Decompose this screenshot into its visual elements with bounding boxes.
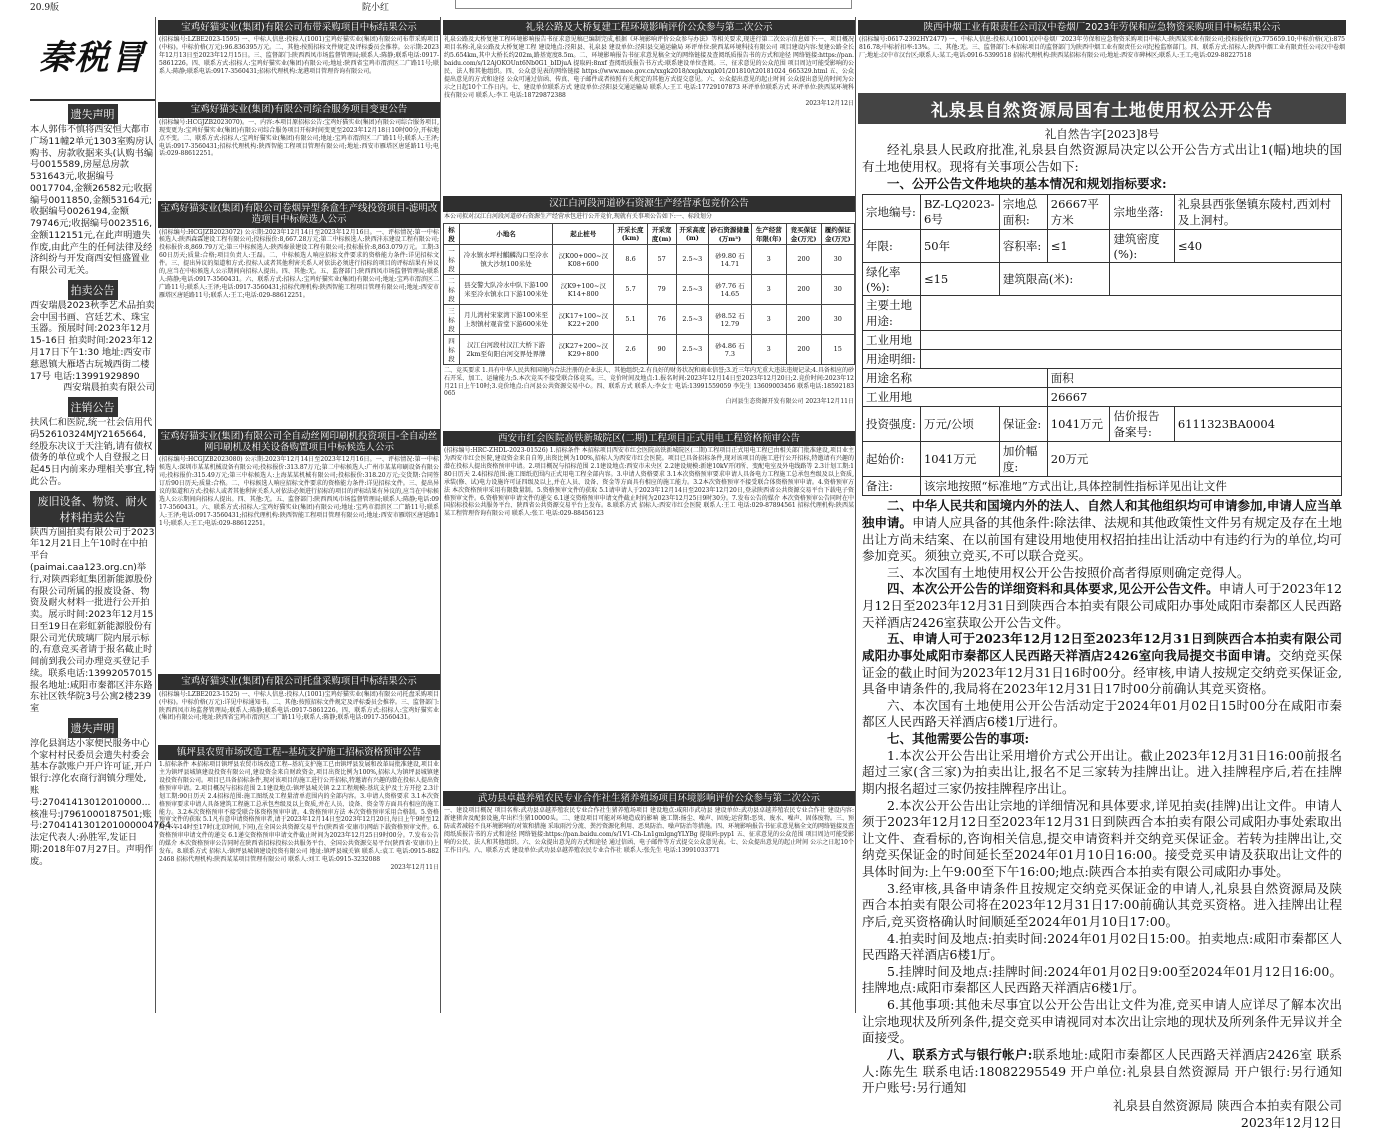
notice-body: 一、建设项目概况 项目名称:武功县卓越养殖农民专业合作社生猪养殖场项目 建设地点:咸阳市武功县 建设单位:武功县卓越养殖农民专业合作社 建设内容:新建猪舍及配套设施,年出栏生猪10000头。二、建设项目可能对环境造成的影响 施工期:扬尘、噪声、固废;运营期:恶臭、废水、噪声、固体废物。三、预防或者减轻不良环境影响的对策和措施 采取雨污分流、粪污资源化利用、恶臭防治、噪声防治等措施。四、环境影响报告书征求意见稿全文的网络链接及查阅纸质报告书的方式和途径 网络链接:https://pan.baidu.com/s/1V1-Ch-Ln1gmlgngYLYBg 提取码:pyp1 五、征求意见的公众范围 项目周边可能受影响的公民、法人和其他组织。六、公众提出意见的方式和途径 通过信函、电子邮件等方式提交公众意见表。七、公众提出意见的起止时间 公示之日起10个工作日内。八、联系方式 建设单位:武功县卓越养殖农民专业合作社 联系人:张先生 电话:13991033771 <box>444 807 854 854</box>
notice-paragraph <box>862 964 1342 997</box>
notice-body <box>158 690 440 742</box>
sand-bid-table <box>443 223 855 365</box>
table-header: 生产经营年限(年) <box>751 223 786 244</box>
table-cell: 30 <box>821 304 854 334</box>
notice-paragraph <box>862 748 1342 798</box>
notice-title: 宝鸡好猫实业(集团)有限公司布带采购项目中标结果公示 <box>158 20 440 35</box>
notice-title: 武功县卓越养殖农民专业合作社生猪养殖场项目环境影响评价公众参与第二次公示 <box>443 791 855 806</box>
table-cell: 2.5~3 <box>676 274 708 304</box>
notice-paragraph <box>862 1047 1342 1097</box>
table-cell: 30 <box>821 244 854 274</box>
table-cell: 砂7.76 石14.65 <box>709 274 752 304</box>
notice-body <box>158 228 440 426</box>
table-cell: 8.6 <box>614 244 647 274</box>
table-cell: 57 <box>647 244 676 274</box>
notice-title: 宝鸡好猫实业(集团)有限公司综合服务项目变更公告 <box>158 102 440 117</box>
table-header: 标段 <box>444 223 460 244</box>
section-heading: 遗失声明 <box>68 104 118 124</box>
table-cell: 汉K00+000~汉K08+600 <box>553 244 614 274</box>
column-tenders-left <box>158 17 441 1013</box>
section-heading: 废旧设备、物资、耐火材料拍卖公告 <box>30 491 155 527</box>
table-cell: 砂4.86 石7.3 <box>709 334 752 364</box>
table-cell: 汉K9+100~汉K14+800 <box>553 274 614 304</box>
table-cell: 200 <box>786 244 821 274</box>
land-notice-title: 礼泉县自然资源局国有土地使用权公开公告 <box>858 93 1346 124</box>
table-row <box>444 244 855 274</box>
notice-text: (招标编号:HCGJZB2023070)。一、内容:本项目原招标公告:宝鸡好猫实业(集团)有限公司综合服务项目,现变更为:宝鸡好猫实业(集团)有限公司综合服务项目开标时间变更至2023年12月18日10时00分,开标地点不变。二、联系方式:招标人:宝鸡好猫实业(集团)有限公司;地址:宝鸡市渭滨区二广路11号;联系人:王泽;电话:0917-3560431;招标代理机构:陕西智能工程项目管理有限公司;地址:西安市雁塔区唐延路11号;电话:029-88612251。 <box>159 118 439 158</box>
paragraph-text: 申请人可于2023年12月12日至2023年12月31日到陕西合本拍卖有限公司咸阳办事处咸阳市秦都区人民西路天祥酒店2426室获取公开公告文件。 <box>862 581 1343 630</box>
table-header: 开采宽度(m) <box>647 223 676 244</box>
notice-paragraph <box>862 498 1342 565</box>
notice-text: (招标编号:HCGJZB2023080) 公示期:2023年12月14日至2023年12月16日。一、评标情况:第一中标候选人:深圳市某某机械设备有限公司;投标报价:313.87万元;第二中标候选人:广州市某某印刷设备有限公司;投标报价:315.49万元;第三中标候选人:上海某某机械有限公司;投标报价:318.20万元;交货期:合同签订后90日历天;质量:合格。二、中标候选人响应招标文件要求的资格能力条件:详见招标文件。三、提出异议的渠道和方式:投标人或者其他利害关系人对依法必须进行招标的项目的评标结果有异议的,应当在中标候选人公示期间向招标人提出。四、其他:无。五、监督部门:陕西西凤市场监督管理局;联系人:陈静;电话:0917-3560431。六、联系方式:招标人:宝鸡好猫实业(集团)有限公司;地址:宝鸡市渭滨区二广路11号;联系人:王泽;电话:0917-3560431;招标代理机构:陕西智能工程项目管理有限公司;地址:西安市雁塔区唐延路11号;联系人:王工;电话:029-88612251。 <box>159 456 439 527</box>
land-notice-intro: 经礼泉县人民政府批准,礼泉县自然资源局决定以公开公告方式出让1(幅)地块的国有土地使用权。现将有关事项公告如下: 一、公开公告文件地块的基本情况和规划指标要求: <box>862 142 1342 191</box>
paragraph-heading: 四、本次公开公告的详细资料和具体要求,见公开公告文件。 <box>887 581 1219 597</box>
top-frame-decoration <box>455 0 852 9</box>
notice-text: (招标编号:LZBE2023-1525) 一、中标人信息:投标人(1001)宝鸡好猫实业(集团)有限公司托盘采购项目(中标)。中标价格(万元):详见中标通知书。二、其他:按照招标文件规定及评标委员会推荐。三、监督部门:陕西西凤市场监督管理局;联系人:陈静;联系电话:0917-5861226。四、联系方式:招标人:宝鸡好猫实业(集团)有限公司;地址:陕西省宝鸡市渭滨区二广路11号;联系人:陈静;联系电话:0917-3560431。 <box>159 690 439 722</box>
section-heading: 注销公告 <box>68 397 118 417</box>
table-cell: 汉江白河段村汉江大桥下游2km至旬阳白河交界处界牌 <box>459 334 552 364</box>
notice-intro: 本公司拟对汉江白河段河道砂石资源生产经营承包进行公开竞价,现就有关事项公告如下:一、标段划分 <box>444 212 712 220</box>
section-heading-wrap <box>30 394 155 417</box>
table-cell: 2.5~3 <box>676 334 708 364</box>
newspaper-logo: 秦税冒 <box>30 17 155 101</box>
notice-title: 礼泉公路及大桥复建工程环境影响评价公众参与第二次公示 <box>443 20 855 35</box>
table-cell: 四标段 <box>444 334 460 364</box>
table-cell: 汉K27+200~汉K29+800 <box>553 334 614 364</box>
paragraph-text: 5.挂牌时间及地点:挂牌时间:2024年01月02日9:00至2024年01月12日16:00。挂牌地点:咸阳市秦都区人民西路天祥酒店6楼1厅。 <box>862 963 1342 996</box>
paragraph-text: 三、本次国有土地使用权公开公告按照价高者得原则确定竞得人。 <box>887 564 1250 580</box>
table-cell: 月儿湾村宋家湾下游100米至上坝镇村观音堂下游600米处 <box>459 304 552 334</box>
notice-paragraph <box>862 798 1342 881</box>
notice-paragraph <box>862 881 1342 931</box>
page-info: 20.9版 <box>30 3 60 13</box>
notice-paragraph <box>862 631 1342 698</box>
notice-date: 2023年12月11日 <box>390 863 439 871</box>
notice-paragraph <box>862 931 1342 964</box>
table-cell: 200 <box>786 334 821 364</box>
section-heading-wrap <box>30 715 155 738</box>
section-heading-wrap <box>30 488 155 527</box>
section-body: 本人郭伟不慎将西安恒大都市广场11幢2单元1303室购房认购书、房款收据来头(认购书编号0015589,房屋总房款531643元,收据编号0017704,金额26582元;收据编号0011850,金额53164元;收据编号0026194,金额79746元;收据编号0023516,金额112151元,在此声明遗失作废,由此产生的任何法律及经济纠纷与开发商西安恒盛置业有限公司无关。 <box>30 124 154 277</box>
notice-text: (招标编号:HCGJZB2023072) 公示期:2023年12月14日至2023年12月16日。一、评标情况:第一中标候选人:陕西森霖建设工程有限公司;投标报价:8,667.28万元;第二中标候选人:陕西沣东建设工程有限公司;投标报价:8,869.79万元;第三中标候选人:陕西秦景建设工程有限公司;投标报价:8,863.079万元。工期:360日历天;质量:合格;项目负责人:王磊。二、中标候选人响应招标文件要求的资格能力条件:详见招标文件。三、提出异议的渠道和方式:投标人或者其他利害关系人对依法必须进行招标的项目的评标结果有异议的,应当在中标候选人公示期间向招标人提出。四、其他:无。五、监督部门:陕西西凤市场监督管理局;联系人:陈静;电话:0917-3560431。六、联系方式:招标人:宝鸡好猫实业(集团)有限公司;地址:宝鸡市渭滨区二广路11号;联系人:王泽;电话:0917-3560431;招标代理机构:陕西智能工程项目管理有限公司;地址:西安市雁塔区唐延路11号;联系人:王工;电话:029-88612251。 <box>159 228 439 299</box>
notice-paragraph <box>862 698 1342 731</box>
notice-body: 礼泉公路及大桥复建工程环境影响报告书征求意见稿已编制完成,根据《环境影响评价公众参与办法》等相关要求,现进行第二次公示信息如下:一、项目概况 项目名称:礼泉公路及大桥复建工程 建设地点:泾阳县、礼泉县 建设单位:泾阳县交通运输局 环评单位:陕西某环境科技有限公司 项目建设内容:复建公路全长约5.654km,其中大桥长约202m,路基宽度8.5m。二、环境影响报告书征求意见稿全文的网络链接及查阅纸质报告书的方式和途径 网络链接:https://pan.baidu.com/s/12AjOKOUnt6Nb0G1_bIDjuA 提取码:8nxf 查阅纸质报告书方式:联系建设单位查阅。三、征求意见的公众范围 项目周边可能受影响的公民、法人和其他组织。四、公众意见表的网络链接 https://www.mee.gov.cn/xxgk2018/xxgk/xxgk01/201810/t20181024_665329.html 五、公众提出意见的方式和途径 公众可通过信函、传真、电子邮件或者按照有关规定的其他方式提交意见。六、公众提出意见的起止时间 公众提出意见的时间为公示之日起10个工作日内。七、建设单位联系方式 建设单位:泾阳县交通运输局 联系人:王工 电话:17729107873 环评单位联系方式 环评单位:陕西某环境科技有限公司 联系人:李工 电话:18729872388 2023年12月12日 <box>444 36 854 107</box>
table-cell: 200 <box>786 304 821 334</box>
page-tag: 院小红 <box>362 3 390 13</box>
table-cell: 县交警大队冷水中队下游100米至冷水镇水口下游100米处 <box>459 274 552 304</box>
table-cell: 砂9.80 石14.71 <box>709 244 752 274</box>
notice-text: 1.招标条件 本招标项目镇坪县农贸市场改造工程--基坑支护施工已由镇坪县发展和改革局批准建设,项目业主为镇坪县城镇建设投资有限公司,建设资金来自财政资金,项目出资比例为100%,招标人为镇坪县城镇建设投资有限公司。项目已具备招标条件,现对该项目的施工进行公开招标,特邀请有兴趣的潜在投标人提出资格预审申请。2.项目概况与招标范围 2.1建设地点:镇坪县城关镇 2.2工程规模:基坑支护及土方开挖 2.3计划工期:90日历天 2.4招标范围:施工图纸及工程量清单范围内的全部内容。3.申请人资格要求 3.1本次资格预审要求申请人具备建筑工程施工总承包叁级及以上资质,并在人员、设备、资金等方面具有相应的施工能力。3.2本次资格预审不接受联合体资格预审申请。4.资格预审方法 本次资格预审采用合格制。5.资格预审文件的获取 5.1凡有意申请资格预审者,请于2023年12月14日至2023年12月20日,每日上午9时至12时,下午14时至17时(北京时间,下同),在全国公共资源交易平台(陕西省·安康市)网站下载资格预审文件。6.资格预审申请文件的递交 6.1递交资格预审申请文件截止时间为2023年12月25日9时00分。7.发布公告的媒介 本次资格预审公告同时在陕西省招标投标公共服务平台、全国公共资源交易平台(陕西省·安康市)上发布。8.联系方式 招标人:镇坪县城镇建设投资有限公司 地址:镇坪县城关镇 联系人:袁工 电话:0915-8822468 招标代理机构:陕西某某项目管理有限公司 联系人:刘工 电话:0915-3232088 <box>159 761 439 863</box>
notice-text: (招标编号:LZBE2023-1595) 一、中标人信息:投标人(1001)宝鸡好猫实业(集团)有限公司布带采购项目(中标)。中标价格(万元):96.836395万元。二、其他:按照招标文件规定及评标委员会推荐。公示期:2023年12月13日至2023年12月15日。三、监督部门:陕西西凤市场监督管理局;联系人:陈静;联系电话:0917-5861226。四、联系方式:招标人:宝鸡好猫实业(集团)有限公司;地址:陕西省宝鸡市渭滨区二广路11号;联系人:陈静;联系电话:0917-3560431;招标代理机构:龙港项目管理咨询有限公司。 <box>159 36 439 76</box>
notice-body <box>158 118 440 198</box>
section-body: 西安瑞晨2023秋季艺术品拍卖会中国书画、宫廷艺术、珠宝玉器。预展时间:2023年12月15-16日 拍卖时间:2023年12月17日下午1:30 地址:西安市慈恩镇大雁塔古玩城西街二楼17号 电话:13991929890 <box>30 299 155 382</box>
notice-signature: 礼泉县自然资源局 陕西合本拍卖有限公司 2023年12月12日 <box>1113 1097 1342 1131</box>
table-cell: 砂8.52 石12.79 <box>709 304 752 334</box>
table-cell: 5.7 <box>614 274 647 304</box>
table-cell: 79 <box>647 274 676 304</box>
notice-title: 宝鸡好猫实业(集团)有限公司托盘采购项目中标结果公示 <box>158 674 440 689</box>
table-header: 砂石资源储量(万m³) <box>709 223 752 244</box>
column-land-notice <box>858 17 1346 1131</box>
section-body: 淳化县润达小家便民服务中心个家村村民委员会遗失村委会基本存款账户开户许可证,开户银行:淳化农商行润镇分理处,账号:27041413012010000... 核准号:J7961000187501;账号:2704141301201000004764... 法定代表人:孙胜军,发证日期:2018年07月27日。声明作废。 <box>30 737 180 867</box>
paragraph-text: 六、本次国有土地使用公开公告活动定于2024年01月02日15时00分在咸阳市秦都区人民西路天祥酒店6楼1厅进行。 <box>862 697 1342 730</box>
paragraph-text: 交纳竞买保证金的截止时间为2023年12月31日16时00分。经审核,申请人按规定交纳竞买保证金,具备申请条件的,我局将在2023年12月31日17时00分前确认其竞买资格。 <box>862 647 1342 697</box>
notice-paragraph <box>862 731 1342 748</box>
paragraph-text: 4.拍卖时间及地点:拍卖时间:2024年01月02日15:00。拍卖地点:咸阳市秦都区人民西路天祥酒店6楼1厅。 <box>862 930 1342 963</box>
section-body: 扶风仁和医院,统一社会信用代码52610324MJY2165664,经股东决议于天注销,请有债权债务的单位或个人自登报之日起45日内前来办理相关事宜,特此公告。 <box>30 417 155 487</box>
paragraph-text: 申请人应具备的其他条件:除法律、法规和其他政策性文件另有规定及存在土地出让方尚未结案、在以前国有建设用地使用权招拍挂出让活动中有违约行为的单位,均可参加竞买。须独立竞买,不可以联合竞买。 <box>862 514 1342 564</box>
notice-body: (招标编号:HRC-ZHDL-2023-01526) 1.招标条件 本招标项目西安市红会医院高铁新城院区(二期)工程项目正式用电工程已由相关部门批准建设,项目业主为西安市红会医院,建设资金来自自筹,出资比例为100%,招标人为西安市红会医院。项目已具备招标条件,现对该项目的施工进行公开招标,特邀请有兴趣的潜在投标人提出资格预审申请。2.项目概况与招标范围 2.1建设地点:西安市未央区 2.2建设规模:新建10kV开闭所、变配电室及外电线路等 2.3计划工期:180日历天 2.4招标范围:施工图纸范围内正式用电工程全部内容。3.申请人资格要求 3.1本次资格预审要求申请人具备电力工程施工总承包叁级及以上资质,承装(修、试)电力设施许可证四级及以上,并在人员、设备、资金等方面具有相应的施工能力。3.2本次资格预审不接受联合体资格预审申请。4.资格预审方法 本次资格预审采用有限数量制。5.资格预审文件的获取 5.1请申请人于2023年12月14日至2023年12月20日,登录陕西省公共资源交易平台下载电子资格预审文件。6.资格预审申请文件的递交 6.1递交资格预审申请文件截止时间为2023年12月25日9时30分。7.发布公告的媒介 本次资格预审公告同时在中国招标投标公共服务平台、陕西省公共资源交易平台上发布。8.联系方式 招标人:西安市红会医院 联系人:王工 电话:029-87894561 招标代理机构:陕西某某工程管理咨询有限公司 联系人:张工 电话:029-88456123 <box>444 447 854 518</box>
table-header: 起止桩号 <box>553 223 614 244</box>
table-header: 竞买保证金(万元) <box>786 223 821 244</box>
table-cell: 2.6 <box>614 334 647 364</box>
table-cell: 一标段 <box>444 244 460 274</box>
table-header: 履约保证金(万元) <box>821 223 854 244</box>
paragraph-heading: 八、联系方式与银行帐户: <box>887 1046 1033 1062</box>
table-cell: 二标段 <box>444 274 460 304</box>
paragraph-heading: 二、中华人民共和国境内外的法人、自然人和其他组织均可申请参加,申请人应当单独申请。 <box>862 498 1342 530</box>
notice-paragraph <box>862 581 1342 631</box>
table-row <box>444 334 855 364</box>
notice-paragraph <box>862 565 1342 582</box>
section-signature: 西安瑞晨拍卖有限公司 <box>63 382 155 394</box>
table-cell: 冷水镇水坪村麒麟沟口至冷水镇大沙坝100米处 <box>459 244 552 274</box>
notice-body: (招标编号:0617-2392HY2477) 一、中标人信息:投标人(1001)汉中卷烟厂2023年劳保和应急物资采购项目中标人:陕西某实业有限公司;投标报价(元):775659.10;中标价格(元):875816.78;中标折扣率:13%。二、其他:无。三、监督部门:本招标项目的监督部门为陕西中烟工业有限责任公司纪检监察部门。四、联系方式:招标人:陕西中烟工业有限责任公司汉中卷烟厂;地址:汉中市汉台区;联系人:某工;电话:0916-5399518 招标代理机构:陕西某招标有限公司;地址:西安市碑林区;联系人:王工;电话:029-88227518 <box>859 36 1345 60</box>
notice-body <box>158 35 440 99</box>
notice-title: 汉江白河段河道砂石资源生产经营承包竞价公告 <box>443 196 855 211</box>
section-heading-wrap <box>30 101 155 124</box>
paragraph-text: 联系地址:咸阳市秦都区人民西路天祥酒店2426室 联系人:陈先生 联系电话:18082295549 开户单位:礼泉县自然资源局 开户银行:另行通知 开户账号:另行通知 <box>862 1046 1343 1096</box>
table-row <box>444 274 855 304</box>
notice-title: 宝鸡好猫实业(集团)有限公司全自动丝网印刷机投资项目-全自动丝网印刷机及相关设备购置项目中标候选人公示 <box>158 429 440 456</box>
table-cell: 3 <box>751 334 786 364</box>
section-heading-wrap <box>30 277 155 300</box>
land-parcel-table: 宗地编号: BZ-LQ2023-6号 宗地总面积: 26667平方米 宗地坐落: 礼泉县西张堡镇东陵村,西刘村及上洞村。 年限: 50年 容积率: ≤1 建筑密度(%): ≤40 绿化率(%): ≤15 建筑限高(米): 主要土地用途: 工业用地 用途明细: 用途名称 面积 工业用地 26667 投资强度: 万元/公顷 保证金: 1041万元 估价报告备案号: 6111323BA0004 起始价: 1041万元 加价幅度: 20万元 备注: 该宗地按照“标准地”方式出让,具体控制性指标详见出让文件 <box>862 194 1342 496</box>
column-tenders-middle <box>443 17 856 1013</box>
table-cell: 汉K17+100~汉K22+200 <box>553 304 614 334</box>
section-body: 陕西方圆拍卖有限公司于2023年12月21日上午10时在中拍平台(paimai.caa123.org.cn)举行,对陕西彩虹集团新能源股份有限公司所属的报废设备、物资及耐火材料一批进行公开拍卖。展示时间:2023年12月15日至19日在彩虹新能源股份有限公司光伏玻璃厂院内展示标的,有意竞买者请于报名截止时间前到我公司办理竞买登记手续。联系电话:13992057015 报名地址:咸阳市秦都区沣东路东社区铁华院3号公寓2楼239室 <box>30 526 155 715</box>
reference-number: 礼自然告字[2023]8号 <box>1044 127 1160 142</box>
table-cell: 3 <box>751 244 786 274</box>
notice-body: 二、竞买要求 1.具有中华人民共和国境内合法注册的企业法人、其他组织;2.有良好的财务状况和商业信誉;3.近三年内无重大违法违规记录;4.具备相应的砂石开采、加工、运输能力;5.本次竞买不接受联合体竞买。三、竞价时间及地点:1.报名时间:2023年12月14日至2023年12月20日;2.竞价时间:2023年12月21日上午10时;3.竞价地点:白河县公共资源交易中心。四、联系方式 联系人:李女士 电话:13991559059 李先生 13609003456 联系电话:18592183065 白河县生态资源开发有限公司 2023年12月11日 <box>444 366 854 406</box>
notice-title: 宝鸡好猫实业(集团)有限公司卷烟异型条盒生产线投资项目-滤明改造项目中标候选人公示 <box>158 201 440 228</box>
paragraph-text: 1.本次公开公告出让采用增价方式公开出让。截止2023年12月31日16:00前报名超过三家(含三家)为拍卖出让,报名不足三家转为挂牌出让。进入挂牌程序后,若在挂牌期内报名超过三家仍按挂牌程序出让。 <box>862 747 1342 796</box>
section-heading: 拍卖公告 <box>68 280 118 300</box>
table-cell: 90 <box>647 334 676 364</box>
section-heading: 遗失声明 <box>68 718 118 738</box>
table-cell: 30 <box>821 274 854 304</box>
column-classified <box>30 17 180 1013</box>
paragraph-text: 6.其他事项:其他未尽事宜以公开公告出让文件为准,竞买申请人应详尽了解本次出让宗地现状及所列条件,提交竞买申请视同对本次出让宗地的现状及所列条件无异议并全面接受。 <box>862 997 1342 1046</box>
table-header: 小地名 <box>459 223 552 244</box>
land-notice-body <box>858 498 1346 1097</box>
notice-body <box>158 760 440 992</box>
table-header: 开采长度(km) <box>614 223 647 244</box>
table-cell: 5.1 <box>614 304 647 334</box>
table-cell: 15 <box>821 334 854 364</box>
table-cell: 3 <box>751 304 786 334</box>
notice-title: 镇坪县农贸市场改造工程--基坑支护施工招标资格预审公告 <box>158 745 440 760</box>
table-cell: 三标段 <box>444 304 460 334</box>
notice-title: 陕西中烟工业有限责任公司汉中卷烟厂2023年劳保和应急物资采购项目中标结果公示 <box>858 20 1346 35</box>
paragraph-heading: 七、其他需要公告的事项: <box>887 731 1030 747</box>
paragraph-heading: 五、申请人可于2023年12月12日至2023年12月31日到陕西合本拍卖有限公司咸阳办事处咸阳市秦都区人民西路天祥酒店2426室向我局提交书面申请。 <box>862 631 1342 663</box>
table-cell: 2.5~3 <box>676 304 708 334</box>
paragraph-text: 3.经审核,具备申请条件且按规定交纳竞买保证金的申请人,礼泉县自然资源局及陕西合本拍卖有限公司将在2023年12月31日17:00前确认其竞买资格。进入挂牌出让程序后,竞买资格确认时间顺延至2024年01月10日17:00。 <box>862 880 1342 929</box>
table-cell: 200 <box>786 274 821 304</box>
table-row <box>444 304 855 334</box>
table-cell: 2.5~3 <box>676 244 708 274</box>
table-cell: 3 <box>751 274 786 304</box>
notice-title: 西安市红会医院高铁新城院区(二期)工程项目正式用电工程资格预审公告 <box>443 431 855 446</box>
table-cell: 76 <box>647 304 676 334</box>
paragraph-text: 2.本次公开公告出让宗地的详细情况和具体要求,详见拍卖(挂牌)出让文件。申请人须于2023年12月12日至2023年12月31日到陕西合本拍卖有限公司咸阳办事处索取出让文件、查看标的,咨询相关信息,提交申请资料并交纳竞买保证金。若转为挂牌出让,交纳竞买保证金的时间延长至2024年01月10日16:00。接受竞买申请及获取出让文件的具体时间为:上午9:00至下午16:00;地点:陕西合本拍卖有限公司咸阳办事处。 <box>862 797 1342 880</box>
notice-body <box>158 455 440 671</box>
notice-paragraph <box>862 997 1342 1047</box>
table-header: 开采高度(m) <box>676 223 708 244</box>
